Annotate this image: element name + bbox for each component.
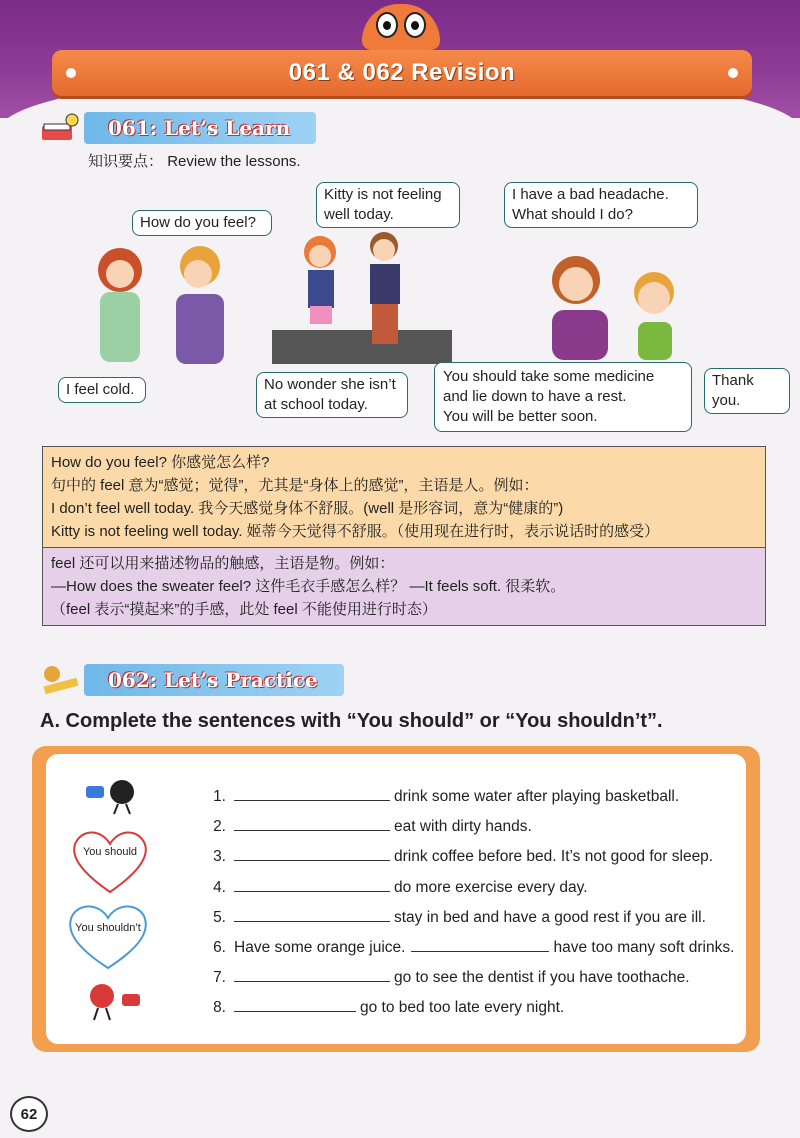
practice-section-header <box>38 664 344 696</box>
exercise-item-8: 8. go to bed too late every night. <box>200 993 734 1023</box>
answer-blank-4[interactable] <box>234 873 390 892</box>
answer-blank-2[interactable] <box>234 812 390 831</box>
heart-should-label: You should <box>82 846 138 858</box>
bubble-medicine: You should take some medicine and lie down to have a rest. You will be better soon. <box>434 362 692 432</box>
answer-blank-7[interactable] <box>234 963 390 982</box>
bubble-thank-you: Thank you. <box>704 368 790 414</box>
exercise-panel <box>46 754 746 1044</box>
answer-blank-6[interactable] <box>411 933 549 952</box>
mother-child-illustration <box>538 250 698 360</box>
bubble-headache: I have a bad headache. What should I do? <box>504 182 698 228</box>
bubble-kitty: Kitty is not feeling well today. <box>316 182 460 228</box>
thumbs-down-icon <box>82 980 146 1024</box>
exercise-item-5: 5. stay in bed and have a good rest if you are ill. <box>200 903 734 933</box>
notes-part2: feel 还可以用来描述物品的触感，主语是物。例如： —How does the sweater feel? 这件毛衣手感怎么样？ —It feels soft. 很柔软。 （feel 表示“摸起来”的手感，此处 feel 不能使用进行时态） <box>43 547 765 625</box>
bubble-no-wonder: No wonder she isn’t at school today. <box>256 372 408 418</box>
thumbs-up-icon <box>86 776 146 816</box>
exercise-question: A. Complete the sentences with “You should” or “You shouldn’t”. <box>40 710 663 732</box>
heart-shouldnt-label: You shouldn’t <box>75 922 141 934</box>
kitty-illustration <box>272 228 452 366</box>
answer-blank-3[interactable] <box>234 842 390 861</box>
title-banner <box>52 50 752 96</box>
heart-shouldnt-icon <box>64 900 152 972</box>
exercise-items <box>200 782 734 1024</box>
exercise-item-1: 1. drink some water after playing basketball. <box>200 782 734 812</box>
grammar-notes <box>42 446 766 626</box>
exercise-item-4: 4. do more exercise every day. <box>200 873 734 903</box>
exercise-item-6: 6. Have some orange juice. have too many soft drinks. <box>200 933 734 963</box>
exercise-item-3: 3. drink coffee before bed. It’s not good for sleep. <box>200 842 734 872</box>
pencil-kid-icon <box>38 664 84 696</box>
heart-should-icon <box>68 826 152 896</box>
girl-boy-illustration <box>80 238 250 373</box>
learn-section-header <box>38 112 316 144</box>
notes-part1: How do you feel? 你感觉怎么样? 句中的 feel 意为“感觉；觉得”，尤其是“身体上的感觉”，主语是人。例如： I don’t feel well today. 我今天感觉身体不舒服。(well 是形容词，意为“健康的”) Kitty is not feeling well today. 姬蒂今天觉得不舒服。（使用现在进行时，表示说话时的感受） <box>43 447 765 547</box>
practice-tag: 062: Let’s Practice <box>84 664 344 696</box>
exercise-item-7: 7. go to see the dentist if you have toothache. <box>200 963 734 993</box>
knowledge-text: Review the lessons. <box>167 153 301 170</box>
bubble-feel-cold: I feel cold. <box>58 377 146 403</box>
exercise-item-2: 2. eat with dirty hands. <box>200 812 734 842</box>
learn-tag: 061: Let’s Learn <box>84 112 316 144</box>
knowledge-point <box>88 150 301 171</box>
exercise-frame <box>32 746 760 1052</box>
page-number: 62 <box>10 1096 48 1132</box>
answer-blank-1[interactable] <box>234 782 390 801</box>
answer-blank-8[interactable] <box>234 993 356 1012</box>
answer-blank-5[interactable] <box>234 903 390 922</box>
bubble-how-feel: How do you feel? <box>132 210 272 236</box>
page-title: 061 & 062 Revision <box>288 59 516 86</box>
knowledge-label: 知识要点： <box>88 153 164 170</box>
book-lamp-icon <box>38 112 84 144</box>
